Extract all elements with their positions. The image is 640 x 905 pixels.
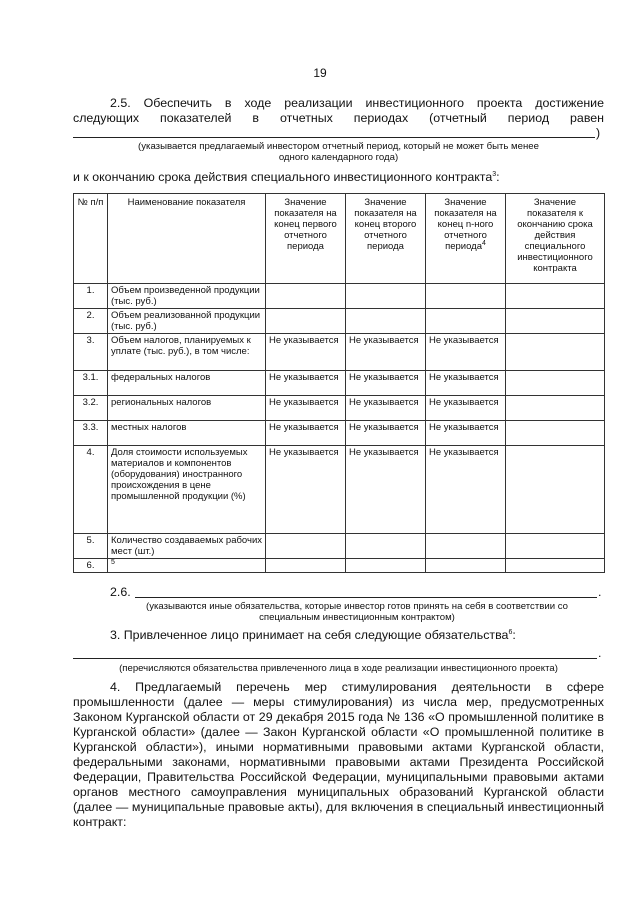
row-value-end — [506, 334, 605, 371]
row-value-2 — [346, 559, 426, 573]
row-value-1: Не указывается — [266, 446, 346, 534]
row-value-2: Не указывается — [346, 371, 426, 396]
header-periodn-text: Значение показателя на конец n-ного отчетного периода — [434, 197, 497, 252]
p3-line-end: . — [598, 646, 602, 660]
row-value-1: Не указывается — [266, 371, 346, 396]
row-value-end — [506, 309, 605, 334]
footnote-4: 4 — [482, 239, 486, 247]
row-num: 5. — [74, 534, 108, 559]
footnote-5: 5 — [111, 558, 115, 566]
row-name: Объем реализованной продукции (тыс. руб.) — [108, 309, 266, 334]
row-num: 1. — [74, 284, 108, 309]
row-value-n — [426, 534, 506, 559]
row-name: региональных налогов — [108, 396, 266, 421]
header-contract-end: Значение показателя к окончанию срока действия специального инвестиционного контракта — [506, 194, 605, 284]
table-row — [74, 421, 605, 446]
p26-end: . — [598, 585, 602, 599]
row-value-end — [506, 559, 605, 573]
table-row — [74, 309, 605, 334]
table-row — [74, 334, 605, 371]
table-row — [74, 446, 605, 534]
row-name: Объем произведенной продукции (тыс. руб.) — [108, 284, 266, 309]
p26-blank-line — [135, 597, 597, 598]
row-value-end — [506, 446, 605, 534]
table-row — [74, 396, 605, 421]
header-num: № п/п — [74, 194, 108, 284]
row-value-end — [506, 284, 605, 309]
row-value-2 — [346, 284, 426, 309]
p26-note-line2: специальным инвестиционным контрактом) — [259, 612, 455, 623]
row-name: Доля стоимости используемых материалов и компонентов (оборудования) иностранного происхождения в цене промышленной продукции (%) — [108, 446, 266, 534]
row-num: 3.3. — [74, 421, 108, 446]
row-value-2: Не указывается — [346, 396, 426, 421]
indicators-table — [73, 193, 605, 573]
p3-text-body: 3. Привлеченное лицо принимает на себя следующие обязательства — [110, 628, 509, 642]
table-row — [74, 534, 605, 559]
footnote-6: 6 — [508, 628, 513, 636]
row-value-1: Не указывается — [266, 421, 346, 446]
row-name: Объем налогов, планируемых к уплате (тыс. руб.), в том числе: — [108, 334, 266, 371]
row-value-n — [426, 284, 506, 309]
row-value-1: Не указывается — [266, 334, 346, 371]
row-value-n — [426, 559, 506, 573]
header-name: Наименование показателя — [108, 194, 266, 284]
row-value-2: Не указывается — [346, 446, 426, 534]
row-value-end — [506, 371, 605, 396]
row-value-1 — [266, 284, 346, 309]
row-value-1 — [266, 559, 346, 573]
row-name: Количество создаваемых рабочих мест (шт.) — [108, 534, 266, 559]
table-row — [74, 371, 605, 396]
row-value-end — [506, 534, 605, 559]
row-value-n: Не указывается — [426, 421, 506, 446]
p26-note — [110, 601, 604, 623]
row-value-2 — [346, 534, 426, 559]
row-name — [108, 559, 266, 573]
row-name: федеральных налогов — [108, 371, 266, 396]
row-value-1: Не указывается — [266, 396, 346, 421]
p25-line3-text: и к окончанию срока действия специального инвестиционного контракта — [73, 170, 493, 184]
p26-note-line1: (указываются иные обязательства, которые инвестор готов принять на себя в соответствии со — [146, 601, 568, 612]
p3-text — [110, 628, 516, 643]
row-num: 6. — [74, 559, 108, 573]
row-value-end — [506, 396, 605, 421]
footnote-3: 3 — [492, 170, 497, 178]
row-name: местных налогов — [108, 421, 266, 446]
p3-note: (перечисляются обязательства привлеченного лица в ходе реализации инвестиционного проекта) — [119, 663, 558, 674]
row-value-2 — [346, 309, 426, 334]
row-value-end — [506, 421, 605, 446]
row-value-n — [426, 309, 506, 334]
table-row — [74, 559, 605, 573]
row-value-2: Не указывается — [346, 334, 426, 371]
page-number: 19 — [313, 66, 327, 80]
row-value-n: Не указывается — [426, 371, 506, 396]
p4-text: 4. Предлагаемый перечень мер стимулирования деятельности в сфере промышленности (далее — меры стимулирования) из числа мер, предусмотренных Законом Курганской области от 29 декабря 2015 года № 136 «О промышленной политике в Курганской области» (далее — Закон Курганской области «О промышленной политике в Курганской области»), иными нормативными правовыми актами Курганской области, федеральными законами, нормативными правовыми актами Президента Российской Федерации, Правительства Российской Федерации, муниципальными правовыми актами органов местного самоуправления муниципальных образований Курганской области (далее — муниципальные правовые акты), для включения в специальный инвестиционный контракт: — [73, 680, 604, 829]
header-period2: Значение показателя на конец второго отчетного периода — [346, 194, 426, 284]
header-periodn — [426, 194, 506, 284]
row-num: 3.2. — [74, 396, 108, 421]
table-header-row — [74, 194, 605, 284]
p25-line2: следующих показателей в отчетных периодах (отчетный период равен — [73, 111, 604, 125]
row-num: 2. — [74, 309, 108, 334]
period-blank-line — [73, 137, 595, 138]
row-num: 3.1. — [74, 371, 108, 396]
p26-label: 2.6. — [110, 585, 131, 599]
p25-line1: 2.5. Обеспечить в ходе реализации инвестиционного проекта достижение — [110, 96, 604, 110]
row-value-n: Не указывается — [426, 396, 506, 421]
row-num: 3. — [74, 334, 108, 371]
p25-note-line2: одного календарного года) — [278, 152, 399, 163]
p25-note — [73, 141, 604, 163]
p3-colon: : — [512, 628, 516, 642]
row-value-1 — [266, 309, 346, 334]
header-period1: Значение показателя на конец первого отчетного периода — [266, 194, 346, 284]
p25-close-paren: ) — [596, 126, 601, 140]
p3-blank-line — [73, 658, 597, 659]
row-value-1 — [266, 534, 346, 559]
row-value-n: Не указывается — [426, 446, 506, 534]
p25-line3 — [73, 170, 500, 185]
p25-line3-colon: : — [496, 170, 500, 184]
row-value-2: Не указывается — [346, 421, 426, 446]
row-num: 4. — [74, 446, 108, 534]
table-row — [74, 284, 605, 309]
p25-note-line1: (указывается предлагаемый инвестором отчетный период, который не может быть менее — [138, 141, 539, 152]
row-value-n: Не указывается — [426, 334, 506, 371]
